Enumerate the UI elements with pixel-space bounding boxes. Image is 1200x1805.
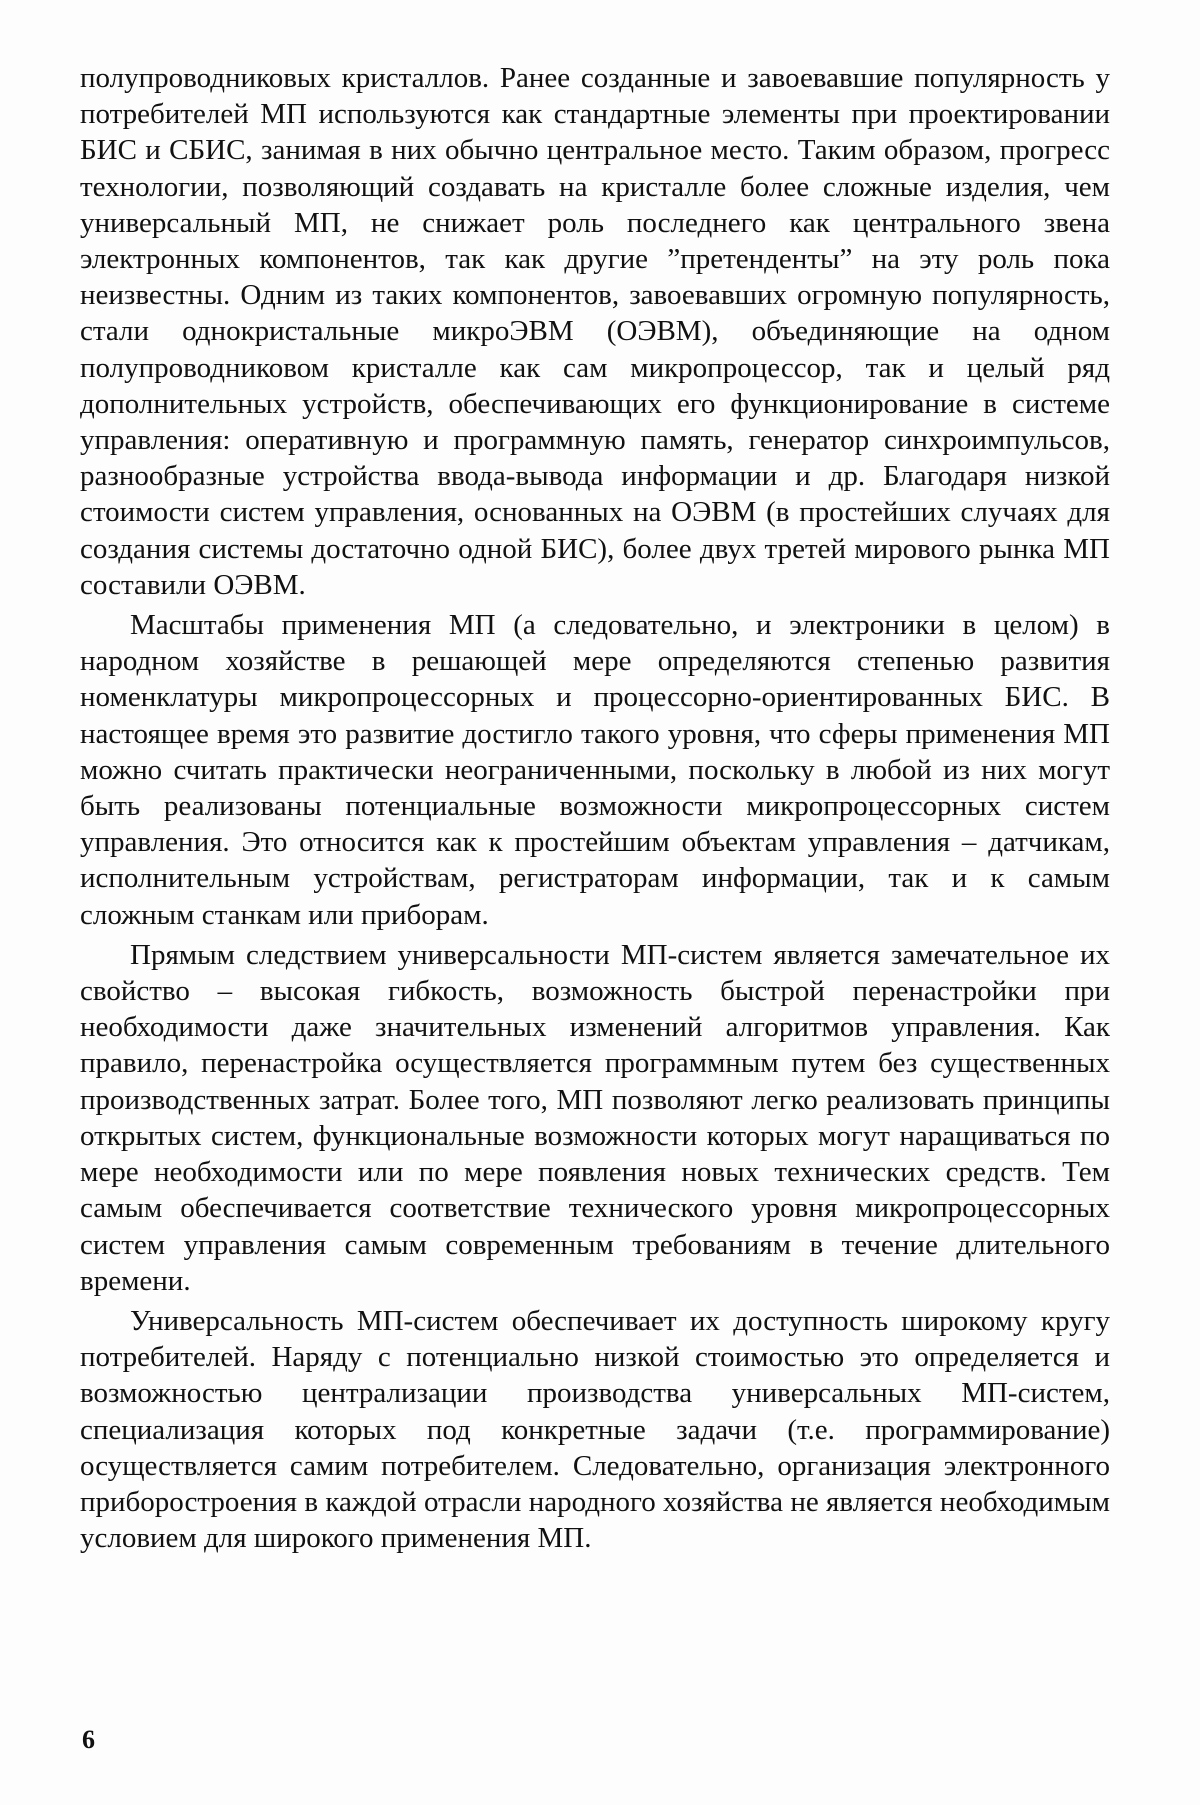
paragraph-accessibility: Универсальность МП-систем обеспечивает их доступность широкому кругу потребителей. Наряду с потенциально низкой стоимостью это определяется и возможностью централизации производства универсальных МП-систем, специализация которых под конкретные задачи (т.е. программирование) осуществляется самим потребителем. Следовательно, организация электронного приборостроения в каждой отрасли народного хозяйства не является необходимым условием для широкого применения МП.: [80, 1304, 1110, 1555]
paragraph-flexibility: Прямым следствием универсальности МП-систем является замечательное их свойство – высокая гибкость, возможность быстрой перенастройки при необходимости даже значительных изменений алгоритмов управления. Как правило, перенастройка осуществляется программным путем без существенных производственных затрат. Более того, МП позволяют легко реализовать принципы открытых систем, функциональные возможности которых могут наращиваться по мере необходимости или по мере появления новых технических средств. Тем самым обеспечивается соответствие технического уровня микропроцессорных систем управления самым современным требованиям в течение длительного времени.: [80, 938, 1110, 1297]
paragraph-continued: полупроводниковых кристаллов. Ранее созданные и завоевавшие популярность у потребителей МП используются как стандартные элементы при проектировании БИС и СБИС, занимая в них обычно центральное место. Таким образом, прогресс технологии, позволяющий создавать на кристалле более сложные изделия, чем универсальный МП, не снижает роль последнего как центрального звена электронных компонентов, так как другие ”претенденты” на эту роль пока неизвестны. Одним из таких компонентов, завоевавших огромную популярность, стали однокристальные микроЭВМ (ОЭВМ), объединяющие на одном полупроводниковом кристалле как сам микропроцессор, так и целый ряд дополнительных устройств, обеспечивающих его функционирование в системе управления: оперативную и программную память, генератор синхроимпульсов, разнообразные устройства ввода-вывода информации и др. Благодаря низкой стоимости систем управления, основанных на ОЭВМ (в простейших случаях для создания системы достаточно одной БИС), более двух третей мирового рынка МП составили ОЭВМ.: [80, 62, 1110, 601]
paragraph-scale-of-application: Масштабы применения МП (а следовательно, и электроники в целом) в народном хозяйстве в решающей мере определяются степенью развития номенклатуры микропроцессорных и процессорно-ориентированных БИС. В настоящее время это развитие достигло такого уровня, что сферы применения МП можно считать практически неограниченными, поскольку в любой из них могут быть реализованы потенциальные возможности микропроцессорных систем управления. Это относится как к простейшим объектам управления – датчикам, исполнительным устройствам, регистраторам информации, так и к самым сложным станкам или приборам.: [80, 609, 1110, 931]
body-text: [80, 60, 1110, 1560]
page-number: 6: [82, 1725, 95, 1754]
